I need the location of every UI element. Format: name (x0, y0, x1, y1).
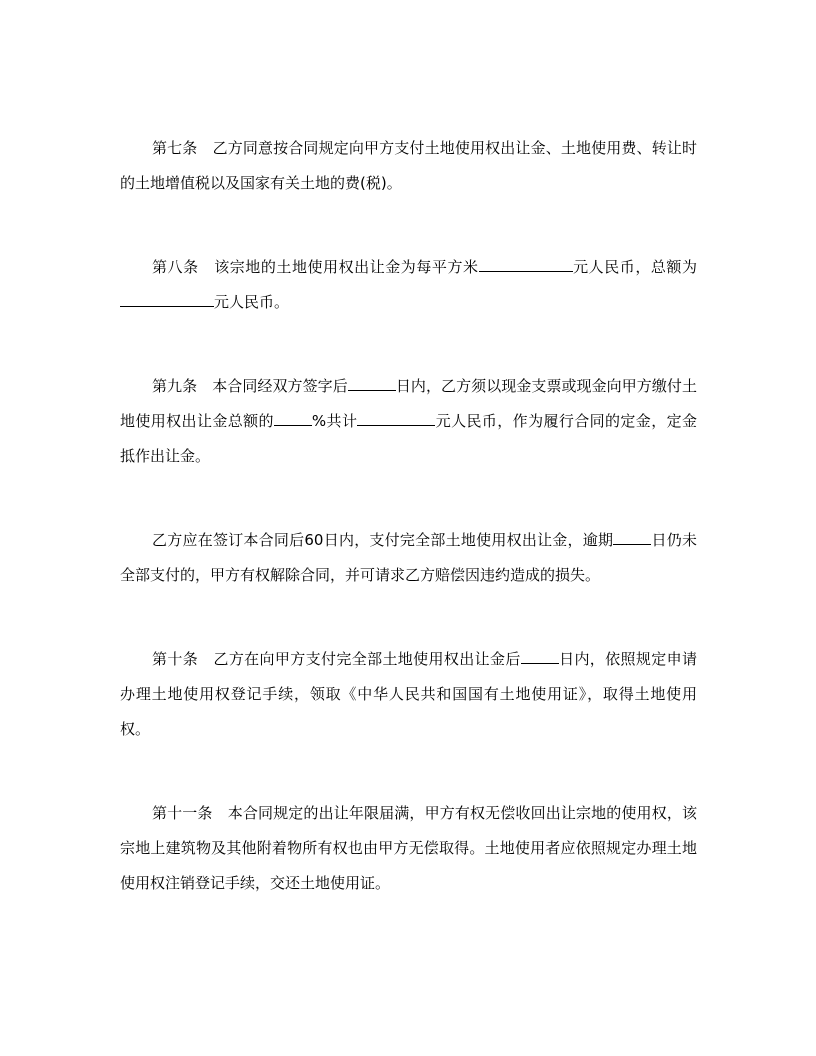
article-8-text-c: 元人民币。 (214, 293, 290, 311)
article-8 (120, 250, 697, 320)
days-after-signing-blank (348, 375, 396, 391)
article-7 (120, 131, 697, 201)
article-11 (120, 796, 697, 901)
article-9 (120, 369, 697, 474)
article-9-text-a: 第九条 本合同经双方签字后 (152, 377, 348, 395)
article-8-text-a: 第八条 该宗地的土地使用权出让金为每平方米 (152, 258, 479, 276)
article-9-text-d: 元人民币，作为履行合同的定金，定金抵作出让金。 (120, 412, 697, 465)
article-10-text-a: 第十条 乙方在向甲方支付完全部土地使用权出让金后 (152, 650, 521, 668)
registration-days-blank (521, 648, 559, 664)
overdue-days-blank (613, 529, 651, 545)
article-9-cont-text-a: 乙方应在签订本合同后60日内，支付完全部土地使用权出让金，逾期 (152, 531, 614, 549)
article-9-cont-text-b: 日仍未全部支付的，甲方有权解除合同，并可请求乙方赔偿因违约造成的损失。 (120, 531, 697, 584)
deposit-percent-blank (274, 410, 312, 426)
article-8-text-b: 元人民币，总额为 (572, 258, 697, 276)
document-page (120, 131, 697, 901)
deposit-amount-blank (357, 410, 435, 426)
article-9-text-c: %共计 (311, 412, 358, 430)
article-9-text-b: 日内，乙方须以现金支票或现金向甲方缴付土地使用权出让金总额的 (120, 377, 697, 430)
article-11-text: 第十一条 本合同规定的出让年限届满，甲方有权无偿收回出让宗地的使用权，该宗地上建筑物及其他附着物所有权也由甲方无偿取得。土地使用者应依照规定办理土地使用权注销登记手续，交还土地使用证。 (120, 804, 697, 892)
total-amount-blank (120, 291, 214, 307)
article-7-text: 第七条 乙方同意按合同规定向甲方支付土地使用权出让金、土地使用费、转让时的土地增值税以及国家有关土地的费(税)。 (120, 139, 697, 192)
article-10 (120, 642, 697, 747)
price-per-sqm-blank (479, 256, 573, 272)
article-9-continuation (120, 523, 697, 593)
article-10-text-b: 日内，依照规定申请办理土地使用权登记手续，领取《中华人民共和国国有土地使用证》，取得土地使用权。 (120, 650, 697, 738)
